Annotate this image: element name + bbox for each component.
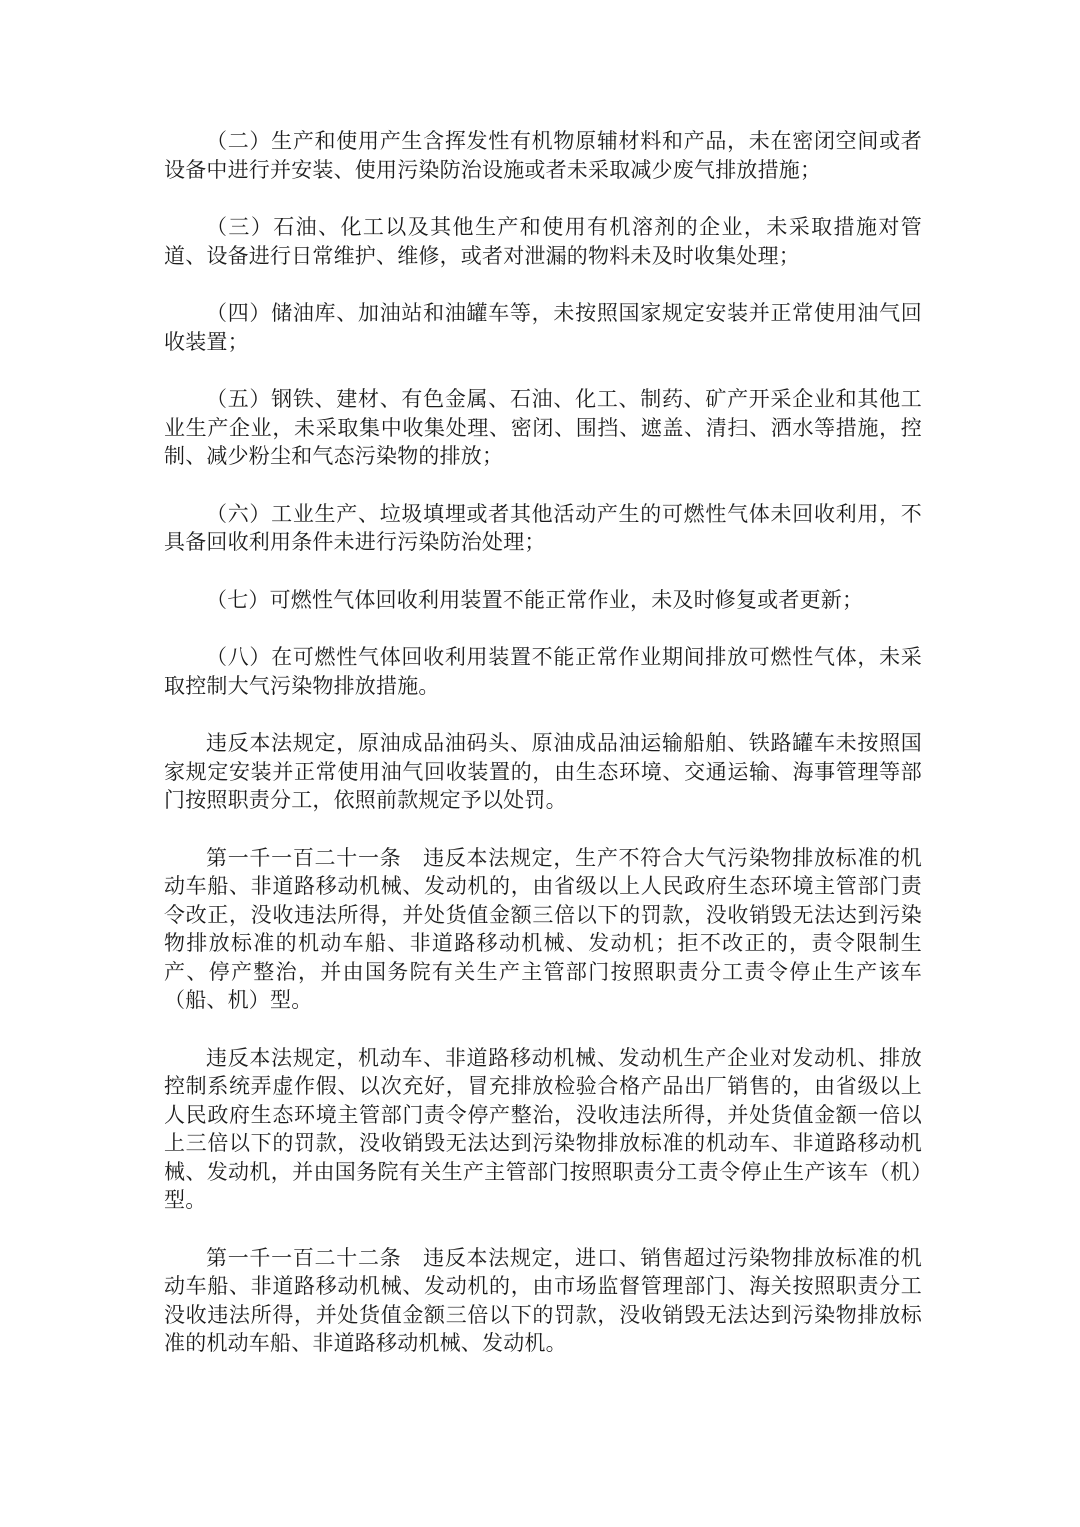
paragraph-item-6: （六）工业生产、垃圾填埋或者其他活动产生的可燃性气体未回收利用，不具备回收利用条件未进行污染防治处理； [164,501,922,554]
paragraph-item-7: （七）可燃性气体回收利用装置不能正常作业，未及时修复或者更新； [206,587,864,612]
paragraph-emission-fraud-penalty: 违反本法规定，机动车、非道路移动机械、发动机生产企业对发动机、排放控制系统弄虚作假、以次充好，冒充排放检验合格产品出厂销售的，由省级以上人民政府生态环境主管部门责令停产整治，没收违法所得，并处货值金额一倍以上三倍以下的罚款，没收销毁无法达到污染物排放标准的机动车、非道路移动机械、发动机，并由国务院有关生产主管部门按照职责分工责令停止生产该车（机）型。 [164,1045,922,1212]
paragraph-item-5: （五）钢铁、建材、有色金属、石油、化工、制药、矿产开采企业和其他工业生产企业，未采取集中收集处理、密闭、围挡、遮盖、清扫、洒水等措施，控制、减少粉尘和气态污染物的排放； [164,387,922,468]
article-1122: 第一千一百二十二条 违反本法规定，进口、销售超过污染物排放标准的机动车船、非道路移动机械、发动机的，由市场监督管理部门、海关按照职责分工没收违法所得，并处货值金额三倍以下的罚款，没收销毁无法达到污染物排放标准的机动车船、非道路移动机械、发动机。 [164,1245,922,1355]
paragraph-item-3: （三）石油、化工以及其他生产和使用有机溶剂的企业，未采取措施对管道、设备进行日常维护、维修，或者对泄漏的物料未及时收集处理； [164,215,922,268]
article-1121: 第一千一百二十一条 违反本法规定，生产不符合大气污染物排放标准的机动车船、非道路移动机械、发动机的，由省级以上人民政府生态环境主管部门责令改正，没收违法所得，并处货值金额三倍以下的罚款，没收销毁无法达到污染物排放标准的机动车船、非道路移动机械、发动机；拒不改正的，责令限制生产、停产整治，并由国务院有关生产主管部门按照职责分工责令停止生产该车（船、机）型。 [164,845,922,1012]
paragraph-item-4: （四）储油库、加油站和油罐车等，未按照国家规定安装并正常使用油气回收装置； [164,301,922,354]
paragraph-item-2: （二）生产和使用产生含挥发性有机物原辅材料和产品，未在密闭空间或者设备中进行并安装、使用污染防治设施或者未采取减少废气排放措施； [164,129,922,182]
document-body [164,127,922,1387]
paragraph-oil-recovery-penalty: 违反本法规定，原油成品油码头、原油成品油运输船舶、铁路罐车未按照国家规定安装并正常使用油气回收装置的，由生态环境、交通运输、海事管理等部门按照职责分工，依照前款规定予以处罚。 [164,731,922,812]
paragraph-item-8: （八）在可燃性气体回收利用装置不能正常作业期间排放可燃性气体，未采取控制大气污染物排放措施。 [164,645,922,698]
